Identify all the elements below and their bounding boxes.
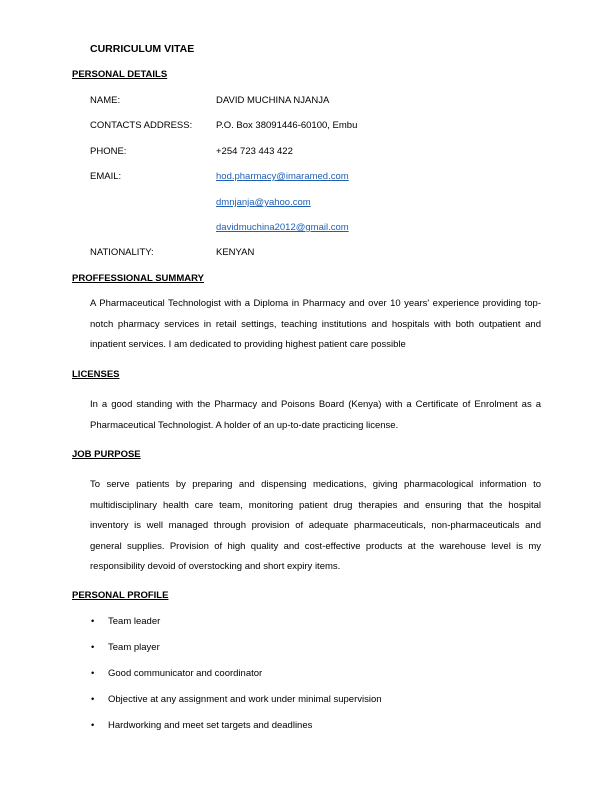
job-purpose-heading: JOB PURPOSE — [72, 449, 141, 460]
bullet-icon: • — [91, 668, 95, 679]
job-purpose-text: To serve patients by preparing and dispensing medications, giving pharmacological information to multidisciplinary health care team, monitoring patient drug therapies and ensuring that the hospital inventory is well managed through provision of adequate pharmaceuticals, non-pharmaceuticals and general supplies. Provision of high quality and cost-effective products at the warehouse level is my responsibility devoid of overstocking and short expiry items. — [90, 479, 541, 572]
phone-label: PHONE: — [90, 146, 127, 157]
bullet-icon: • — [91, 694, 95, 705]
licenses-text: In a good standing with the Pharmacy and Poisons Board (Kenya) with a Certificate of Enrolment as a Pharmaceutical Technologist. A holder of an up-to-date practicing license. — [90, 399, 541, 431]
email-link-2[interactable]: dmnjanja@yahoo.com — [216, 197, 311, 208]
address-label: CONTACTS ADDRESS: — [90, 120, 193, 131]
personal-details-heading: PERSONAL DETAILS — [72, 69, 168, 80]
professional-summary-text: A Pharmaceutical Technologist with a Diploma in Pharmacy and over 10 years' experience providing top-notch pharmacy services in retail settings, teaching institutions and hospitals with both outpatient and inpatient services. I am dedicated to providing highest patient care possible — [90, 298, 541, 350]
profile-item: Good communicator and coordinator — [108, 668, 263, 679]
phone-value: +254 723 443 422 — [216, 146, 293, 157]
nationality-label: NATIONALITY: — [90, 247, 154, 258]
profile-item: Team leader — [108, 616, 161, 627]
personal-profile-heading: PERSONAL PROFILE — [72, 590, 169, 601]
bullet-icon: • — [91, 720, 95, 731]
document-title: CURRICULUM VITAE — [90, 43, 195, 55]
email-label: EMAIL: — [90, 171, 122, 182]
email-link-1[interactable]: hod.pharmacy@imaramed.com — [216, 171, 349, 182]
name-label: NAME: — [90, 95, 121, 106]
profile-item: Objective at any assignment and work under minimal supervision — [108, 694, 382, 705]
bullet-icon: • — [91, 616, 95, 627]
nationality-value: KENYAN — [216, 247, 255, 258]
licenses-heading: LICENSES — [72, 369, 120, 380]
profile-item: Hardworking and meet set targets and deadlines — [108, 720, 313, 731]
name-value: DAVID MUCHINA NJANJA — [216, 95, 330, 106]
bullet-icon: • — [91, 642, 95, 653]
email-link-3[interactable]: davidmuchina2012@gmail.com — [216, 222, 349, 233]
address-value: P.O. Box 38091446-60100, Embu — [216, 120, 358, 131]
profile-item: Team player — [108, 642, 160, 653]
professional-summary-heading: PROFFESSIONAL SUMMARY — [72, 273, 204, 284]
